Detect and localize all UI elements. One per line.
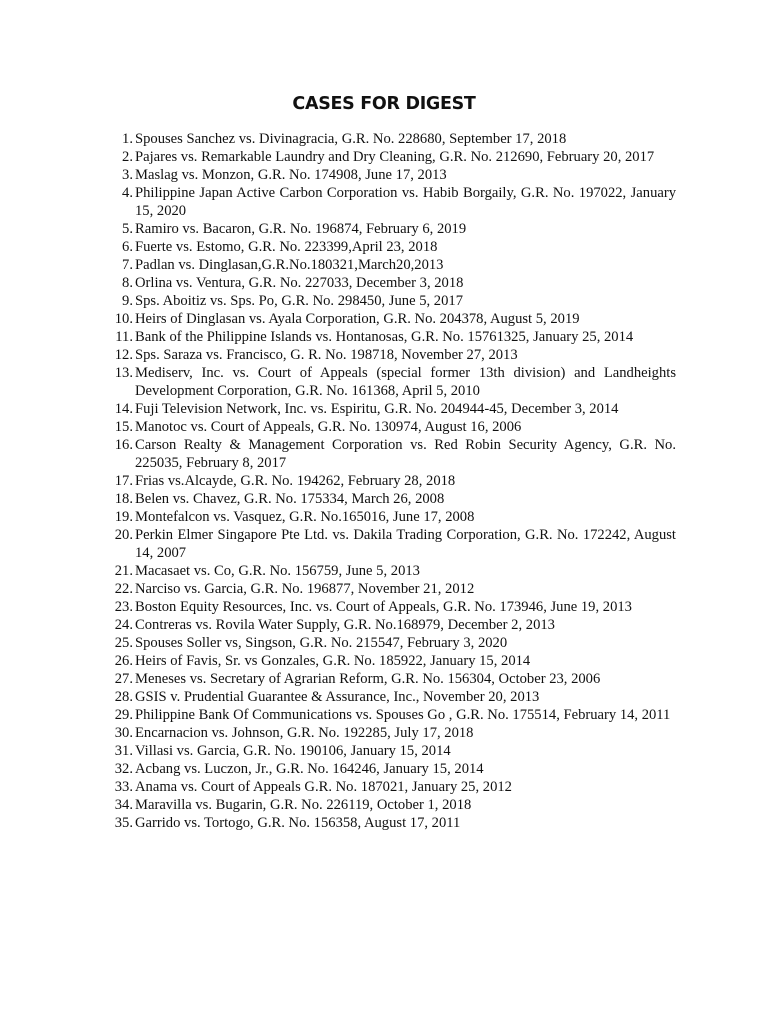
case-citation: Montefalcon vs. Vasquez, G.R. No.165016, June 17, 2008	[135, 509, 475, 525]
case-list-item	[100, 400, 676, 418]
case-list-item	[100, 526, 676, 562]
case-citation: Heirs of Dinglasan vs. Ayala Corporation, G.R. No. 204378, August 5, 2019	[135, 311, 580, 327]
case-citation: Macasaet vs. Co, G.R. No. 156759, June 5, 2013	[135, 563, 420, 579]
case-number: 24.	[114, 617, 133, 633]
case-citation: Anama vs. Court of Appeals G.R. No. 187021, January 25, 2012	[135, 779, 512, 795]
case-number: 16.	[114, 437, 133, 453]
case-citation: Meneses vs. Secretary of Agrarian Reform, G.R. No. 156304, October 23, 2006	[135, 671, 601, 687]
case-citation: Perkin Elmer Singapore Pte Ltd. vs. Dakila Trading Corporation, G.R. No. 172242, August 14, 2007	[135, 527, 676, 561]
case-list-item	[100, 814, 676, 832]
case-list-item	[100, 634, 676, 652]
case-citation: Contreras vs. Rovila Water Supply, G.R. No.168979, December 2, 2013	[135, 617, 555, 633]
case-number: 1.	[122, 131, 133, 147]
case-number: 23.	[114, 599, 133, 615]
case-number: 5.	[122, 221, 133, 237]
case-citation: Ramiro vs. Bacaron, G.R. No. 196874, February 6, 2019	[135, 221, 467, 237]
case-list-item	[100, 670, 676, 688]
case-citation: Frias vs.Alcayde, G.R. No. 194262, February 28, 2018	[135, 473, 456, 489]
case-citation: Garrido vs. Tortogo, G.R. No. 156358, August 17, 2011	[135, 815, 461, 831]
case-citation: Sps. Aboitiz vs. Sps. Po, G.R. No. 298450, June 5, 2017	[135, 293, 463, 309]
case-list-item	[100, 796, 676, 814]
case-citation: Spouses Sanchez vs. Divinagracia, G.R. No. 228680, September 17, 2018	[135, 131, 567, 147]
case-citation: Manotoc vs. Court of Appeals, G.R. No. 130974, August 16, 2006	[135, 419, 522, 435]
case-citation: Fuerte vs. Estomo, G.R. No. 223399,April 23, 2018	[135, 239, 438, 255]
case-number: 26.	[114, 653, 133, 669]
case-citation: Encarnacion vs. Johnson, G.R. No. 192285, July 17, 2018	[135, 725, 474, 741]
case-list-item	[100, 274, 676, 292]
case-number: 22.	[114, 581, 133, 597]
case-list-item	[100, 256, 676, 274]
case-citation: Pajares vs. Remarkable Laundry and Dry Cleaning, G.R. No. 212690, February 20, 2017	[135, 149, 655, 165]
case-number: 17.	[114, 473, 133, 489]
case-list-item	[100, 742, 676, 760]
case-citation: Padlan vs. Dinglasan,G.R.No.180321,March20,2013	[135, 257, 444, 273]
case-citation: Narciso vs. Garcia, G.R. No. 196877, November 21, 2012	[135, 581, 475, 597]
case-number: 9.	[122, 293, 133, 309]
case-list-item	[100, 490, 676, 508]
case-number: 4.	[122, 185, 133, 201]
case-list-item	[100, 472, 676, 490]
case-list-item	[100, 166, 676, 184]
case-citation: Fuji Television Network, Inc. vs. Espiritu, G.R. No. 204944-45, December 3, 2014	[135, 401, 619, 417]
case-citation: Philippine Japan Active Carbon Corporation vs. Habib Borgaily, G.R. No. 197022, January 15, 2020	[135, 185, 676, 219]
case-list-item	[100, 184, 676, 220]
case-citation: Spouses Soller vs, Singson, G.R. No. 215547, February 3, 2020	[135, 635, 508, 651]
case-list-item	[100, 364, 676, 400]
case-list-item	[100, 310, 676, 328]
case-list-item	[100, 778, 676, 796]
case-number: 20.	[114, 527, 133, 543]
case-citation: Carson Realty & Management Corporation vs. Red Robin Security Agency, G.R. No. 225035, February 8, 2017	[135, 437, 676, 471]
case-list-item	[100, 346, 676, 364]
case-citation: Bank of the Philippine Islands vs. Hontanosas, G.R. No. 15761325, January 25, 2014	[135, 329, 634, 345]
case-number: 32.	[114, 761, 133, 777]
case-number: 21.	[114, 563, 133, 579]
case-list-item	[100, 562, 676, 580]
case-number: 34.	[114, 797, 133, 813]
case-number: 29.	[114, 707, 133, 723]
case-list-item	[100, 724, 676, 742]
case-number: 6.	[122, 239, 133, 255]
case-number: 3.	[122, 167, 133, 183]
case-list-item	[100, 238, 676, 256]
case-citation: Heirs of Favis, Sr. vs Gonzales, G.R. No. 185922, January 15, 2014	[135, 653, 531, 669]
case-list-item	[100, 418, 676, 436]
case-list-item	[100, 760, 676, 778]
case-number: 12.	[114, 347, 133, 363]
case-list-item	[100, 292, 676, 310]
case-number: 10.	[114, 311, 133, 327]
case-citation: Philippine Bank Of Communications vs. Spouses Go , G.R. No. 175514, February 14, 2011	[135, 707, 671, 723]
case-list-item	[100, 598, 676, 616]
case-number: 33.	[114, 779, 133, 795]
case-citation: Maravilla vs. Bugarin, G.R. No. 226119, October 1, 2018	[135, 797, 472, 813]
case-number: 31.	[114, 743, 133, 759]
case-citation: Mediserv, Inc. vs. Court of Appeals (special former 13th division) and Landheights Development Corporation, G.R. No. 161368, April 5, 2010	[135, 365, 676, 399]
case-list	[100, 130, 676, 832]
case-citation: GSIS v. Prudential Guarantee & Assurance, Inc., November 20, 2013	[135, 689, 540, 705]
case-citation: Acbang vs. Luczon, Jr., G.R. No. 164246, January 15, 2014	[135, 761, 484, 777]
case-number: 18.	[114, 491, 133, 507]
case-number: 2.	[122, 149, 133, 165]
case-citation: Villasi vs. Garcia, G.R. No. 190106, January 15, 2014	[135, 743, 451, 759]
case-list-item	[100, 652, 676, 670]
case-list-item	[100, 508, 676, 526]
case-number: 7.	[122, 257, 133, 273]
case-list-item	[100, 706, 676, 724]
case-number: 11.	[115, 329, 133, 345]
case-list-item	[100, 436, 676, 472]
case-citation: Boston Equity Resources, Inc. vs. Court of Appeals, G.R. No. 173946, June 19, 2013	[135, 599, 632, 615]
case-number: 27.	[114, 671, 133, 687]
case-citation: Orlina vs. Ventura, G.R. No. 227033, December 3, 2018	[135, 275, 464, 291]
case-list-item	[100, 130, 676, 148]
case-number: 13.	[114, 365, 133, 381]
case-number: 30.	[114, 725, 133, 741]
case-citation: Sps. Saraza vs. Francisco, G. R. No. 198718, November 27, 2013	[135, 347, 518, 363]
case-number: 28.	[114, 689, 133, 705]
case-citation: Maslag vs. Monzon, G.R. No. 174908, June 17, 2013	[135, 167, 447, 183]
case-number: 35.	[114, 815, 133, 831]
case-list-item	[100, 688, 676, 706]
case-list-item	[100, 616, 676, 634]
case-number: 15.	[114, 419, 133, 435]
page-title: CASES FOR DIGEST	[292, 94, 476, 114]
case-list-item	[100, 220, 676, 238]
case-number: 8.	[122, 275, 133, 291]
case-number: 14.	[114, 401, 133, 417]
case-number: 25.	[114, 635, 133, 651]
case-number: 19.	[114, 509, 133, 525]
case-list-item	[100, 148, 676, 166]
case-citation: Belen vs. Chavez, G.R. No. 175334, March 26, 2008	[135, 491, 445, 507]
case-list-item	[100, 580, 676, 598]
case-list-item	[100, 328, 676, 346]
